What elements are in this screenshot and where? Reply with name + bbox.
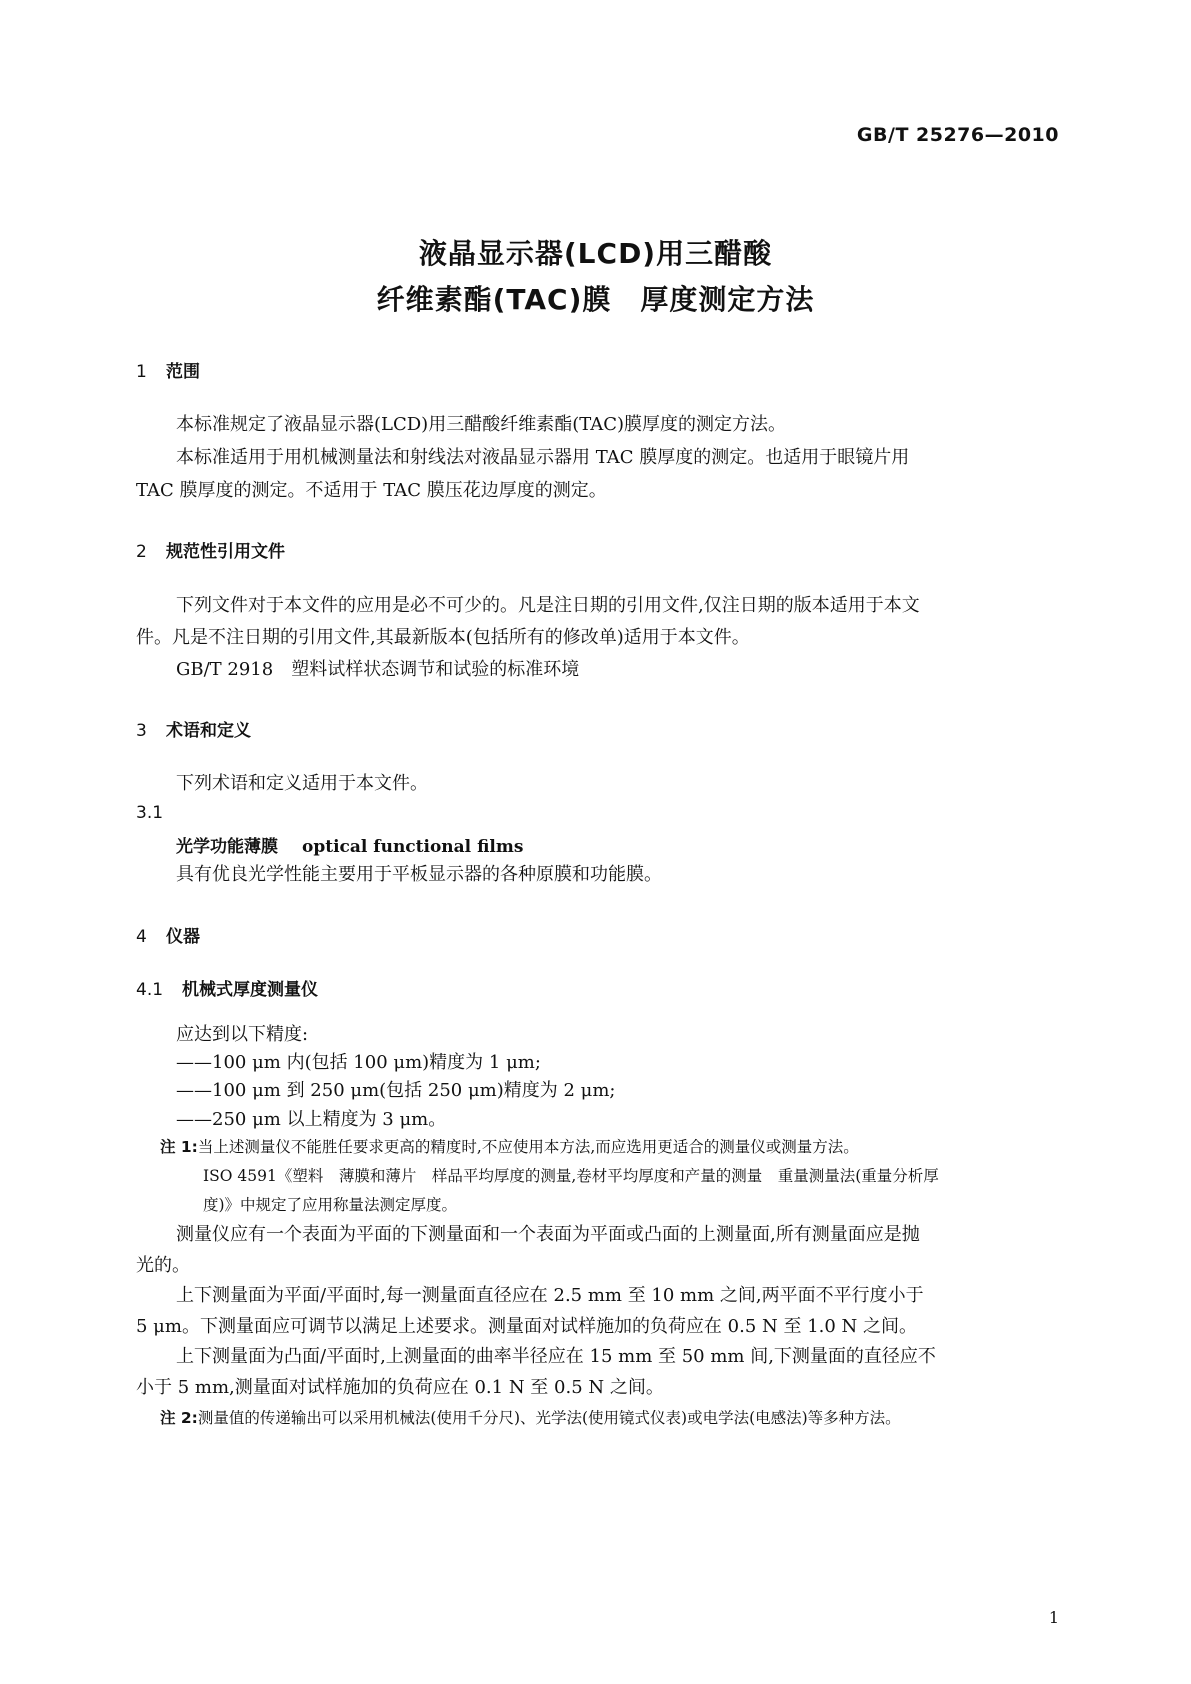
document-title-line-1: 液晶显示器(LCD)用三醋酸 (418, 237, 773, 270)
normative-reference: GB/T 2918 塑料试样状态调节和试验的标准环境 (176, 659, 580, 680)
s4-paragraph-3-line-1: 上下测量面为平面/平面时,每一测量面直径应在 2.5 mm 至 10 mm 之间,两平面不平行度小于 (176, 1285, 924, 1306)
s2-paragraph-1-line-1: 下列文件对于本文件的应用是必不可少的。凡是注日期的引用文件,仅注日期的版本适用于本文 (176, 595, 920, 616)
section-number: 3 (136, 721, 147, 741)
subsection-number: 4.1 (136, 980, 164, 1000)
subsection-3-1-number: 3.1 (136, 803, 164, 823)
precision-item-2: ——100 μm 到 250 μm(包括 250 μm)精度为 2 μm; (176, 1080, 616, 1101)
section-title: 范围 (166, 362, 200, 382)
section-1-heading (136, 357, 200, 382)
s2-paragraph-1-line-2: 件。凡是不注日期的引用文件,其最新版本(包括所有的修改单)适用于本文件。 (136, 627, 750, 648)
s1-paragraph-1: 本标准规定了液晶显示器(LCD)用三醋酸纤维素酯(TAC)膜厚度的测定方法。 (176, 414, 787, 435)
section-title: 规范性引用文件 (166, 542, 285, 562)
note-1-line-3: 度)》中规定了应用称量法测定厚度。 (203, 1196, 458, 1214)
term-english: optical functional films (302, 837, 524, 857)
note-2-text: 测量值的传递输出可以采用机械法(使用千分尺)、光学法(使用镜式仪表)或电学法(电感法)等多种方法。 (197, 1409, 901, 1427)
s1-paragraph-2-line-2: TAC 膜厚度的测定。不适用于 TAC 膜压花边厚度的测定。 (136, 480, 607, 501)
section-3-heading (136, 716, 251, 741)
s4-paragraph-3-line-2: 5 μm。下测量面应可调节以满足上述要求。测量面对试样施加的负荷应在 0.5 N 至 1.0 N 之间。 (136, 1316, 918, 1337)
term-entry (176, 832, 523, 857)
note-1-line-2: ISO 4591《塑料 薄膜和薄片 样品平均厚度的测量,卷材平均厚度和产量的测量 重量测量法(重量分析厚 (203, 1167, 939, 1185)
s3-paragraph-1: 下列术语和定义适用于本文件。 (176, 773, 428, 794)
page-number: 1 (1048, 1608, 1059, 1627)
section-title: 术语和定义 (166, 721, 251, 741)
section-title: 仪器 (166, 927, 200, 947)
term-definition: 具有优良光学性能主要用于平板显示器的各种原膜和功能膜。 (176, 864, 662, 885)
s1-paragraph-2-line-1: 本标准适用于用机械测量法和射线法对液晶显示器用 TAC 膜厚度的测定。也适用于眼镜片用 (176, 447, 910, 468)
s4-paragraph-4-line-2: 小于 5 mm,测量面对试样施加的负荷应在 0.1 N 至 0.5 N 之间。 (136, 1377, 664, 1398)
document-title-line-2: 纤维素酯(TAC)膜 厚度测定方法 (376, 283, 815, 316)
s4-paragraph-2-line-2: 光的。 (136, 1255, 190, 1276)
note-2-label: 注 2: (160, 1409, 198, 1427)
note-1-label: 注 1: (160, 1138, 198, 1156)
precision-item-3: ——250 μm 以上精度为 3 μm。 (176, 1109, 447, 1130)
note-1-line-1 (160, 1132, 859, 1162)
s4-paragraph-2-line-1: 测量仪应有一个表面为平面的下测量面和一个表面为平面或凸面的上测量面,所有测量面应是抛 (176, 1224, 920, 1245)
section-2-heading (136, 537, 285, 562)
subsection-title: 机械式厚度测量仪 (182, 980, 318, 1000)
term-chinese: 光学功能薄膜 (176, 837, 278, 857)
section-number: 1 (136, 362, 147, 382)
section-number: 2 (136, 542, 147, 562)
section-number: 4 (136, 927, 147, 947)
precision-item-1: ——100 μm 内(包括 100 μm)精度为 1 μm; (176, 1052, 541, 1073)
standard-number: GB/T 25276—2010 (856, 124, 1059, 146)
note-1-text-a: 当上述测量仪不能胜任要求更高的精度时,不应使用本方法,而应选用更适合的测量仪或测量方法。 (197, 1138, 859, 1156)
s4-paragraph-4-line-1: 上下测量面为凸面/平面时,上测量面的曲率半径应在 15 mm 至 50 mm 间,下测量面的直径应不 (176, 1346, 936, 1367)
subsection-4-1-heading (136, 975, 318, 1000)
section-4-heading (136, 922, 200, 947)
precision-intro: 应达到以下精度: (176, 1024, 309, 1045)
note-2 (160, 1403, 901, 1433)
